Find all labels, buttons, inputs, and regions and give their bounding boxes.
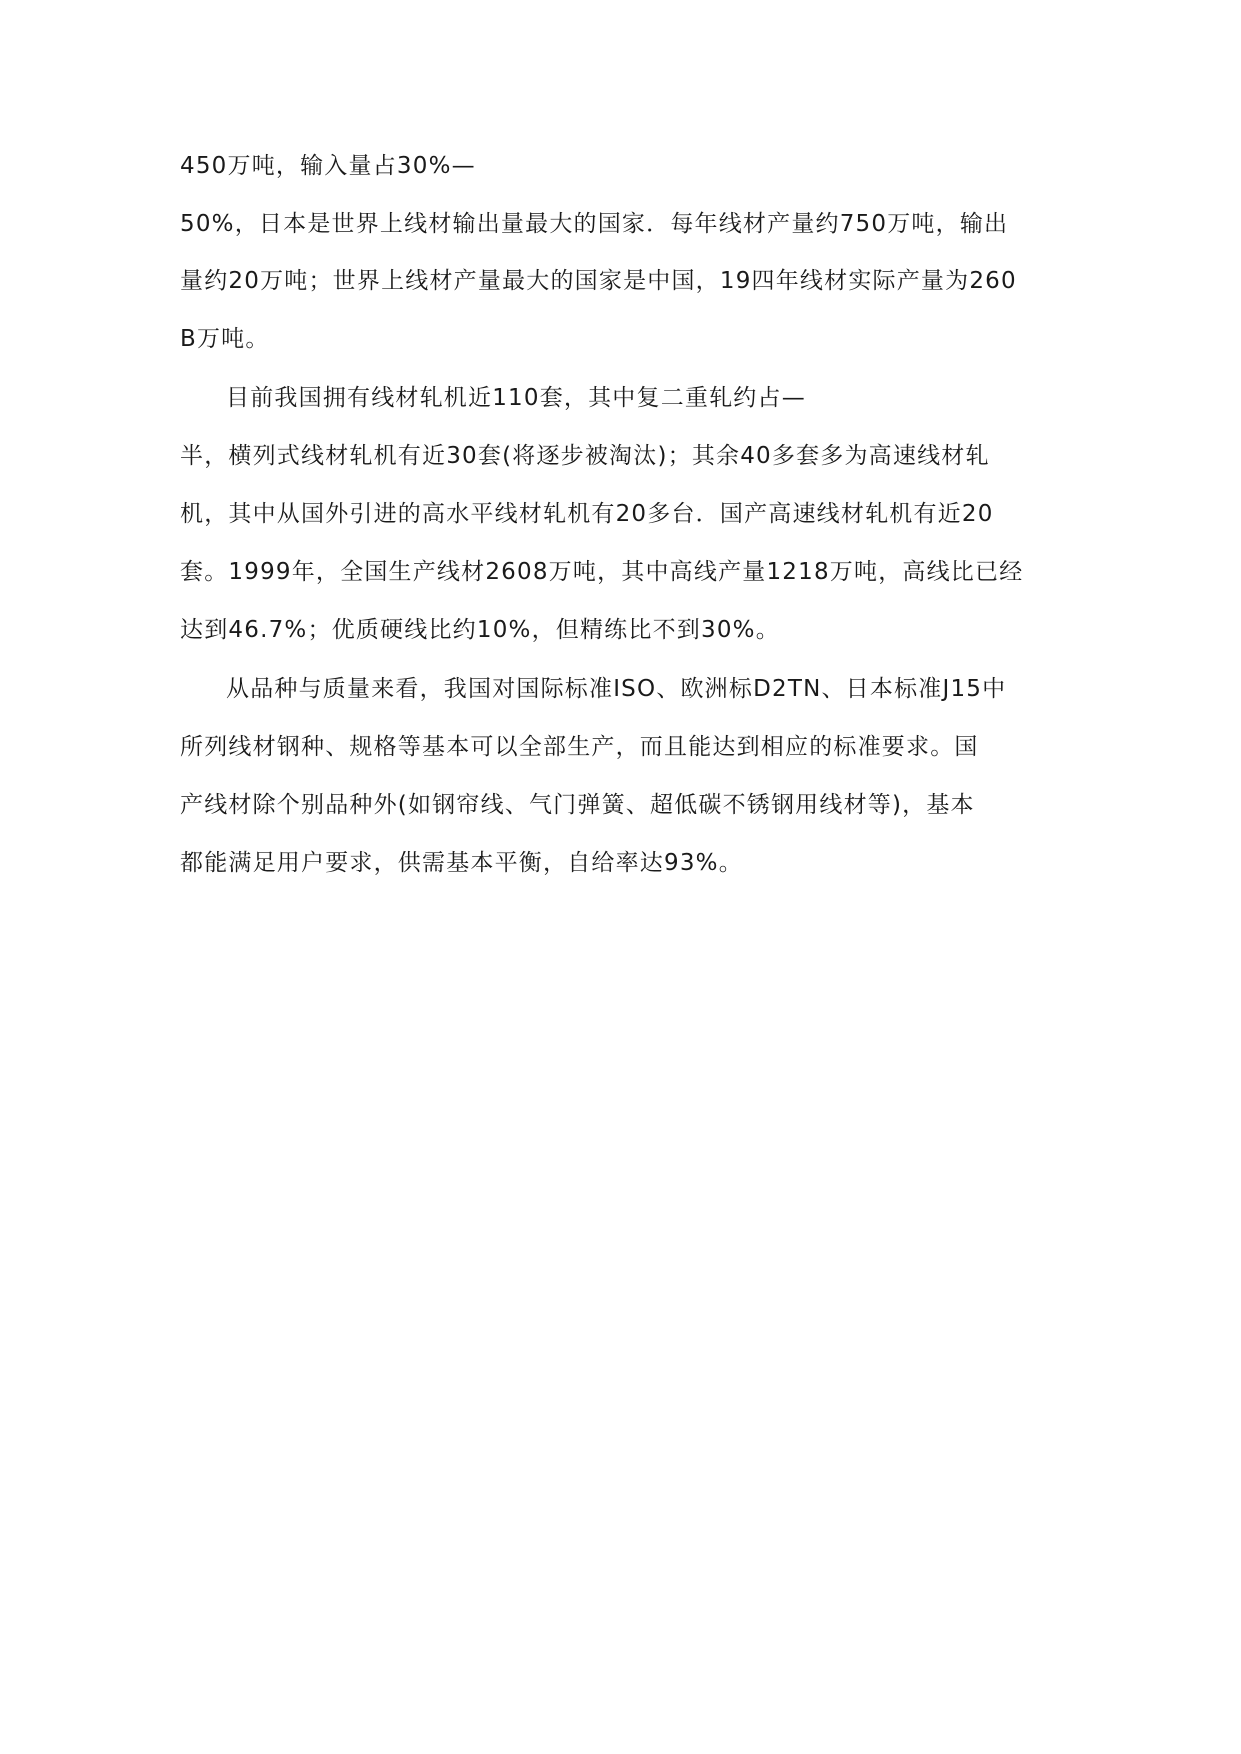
text-line: 50%，日本是世界上线材输出量最大的国家．每年线材产量约750万吨，输出 <box>180 211 1009 237</box>
text-line: 产线材除个别品种外(如钢帘线、气门弹簧、超低碳不锈钢用线材等)，基本 <box>180 792 975 818</box>
text-line: 达到46.7%；优质硬线比约10%，但精练比不到30%。 <box>180 617 780 643</box>
text-line: 都能满足用户要求，供需基本平衡，自给率达93%。 <box>180 850 743 876</box>
text-line: 套。1999年，全国生产线材2608万吨，其中高线产量1218万吨，高线比已经 <box>180 559 1024 585</box>
text-line: 目前我国拥有线材轧机近110套，其中复二重轧约占— <box>226 385 806 411</box>
text-line: 从品种与质量来看，我国对国际标准ISO、欧洲标D2TN、日本标准J15中 <box>226 676 1007 702</box>
text-line: 所列线材钢种、规格等基本可以全部生产，而且能达到相应的标准要求。国 <box>180 734 979 760</box>
text-line: 机，其中从国外引进的高水平线材轧机有20多台．国产高速线材轧机有近20 <box>180 501 994 527</box>
text-line: 450万吨，输入量占30%— <box>180 153 476 179</box>
text-line: 量约20万吨；世界上线材产量最大的国家是中国，19四年线材实际产量为260 <box>180 268 1017 294</box>
text-line: B万吨。 <box>180 326 270 352</box>
text-line: 半，横列式线材轧机有近30套(将逐步被淘汰)；其余40多套多为高速线材轧 <box>180 443 990 469</box>
